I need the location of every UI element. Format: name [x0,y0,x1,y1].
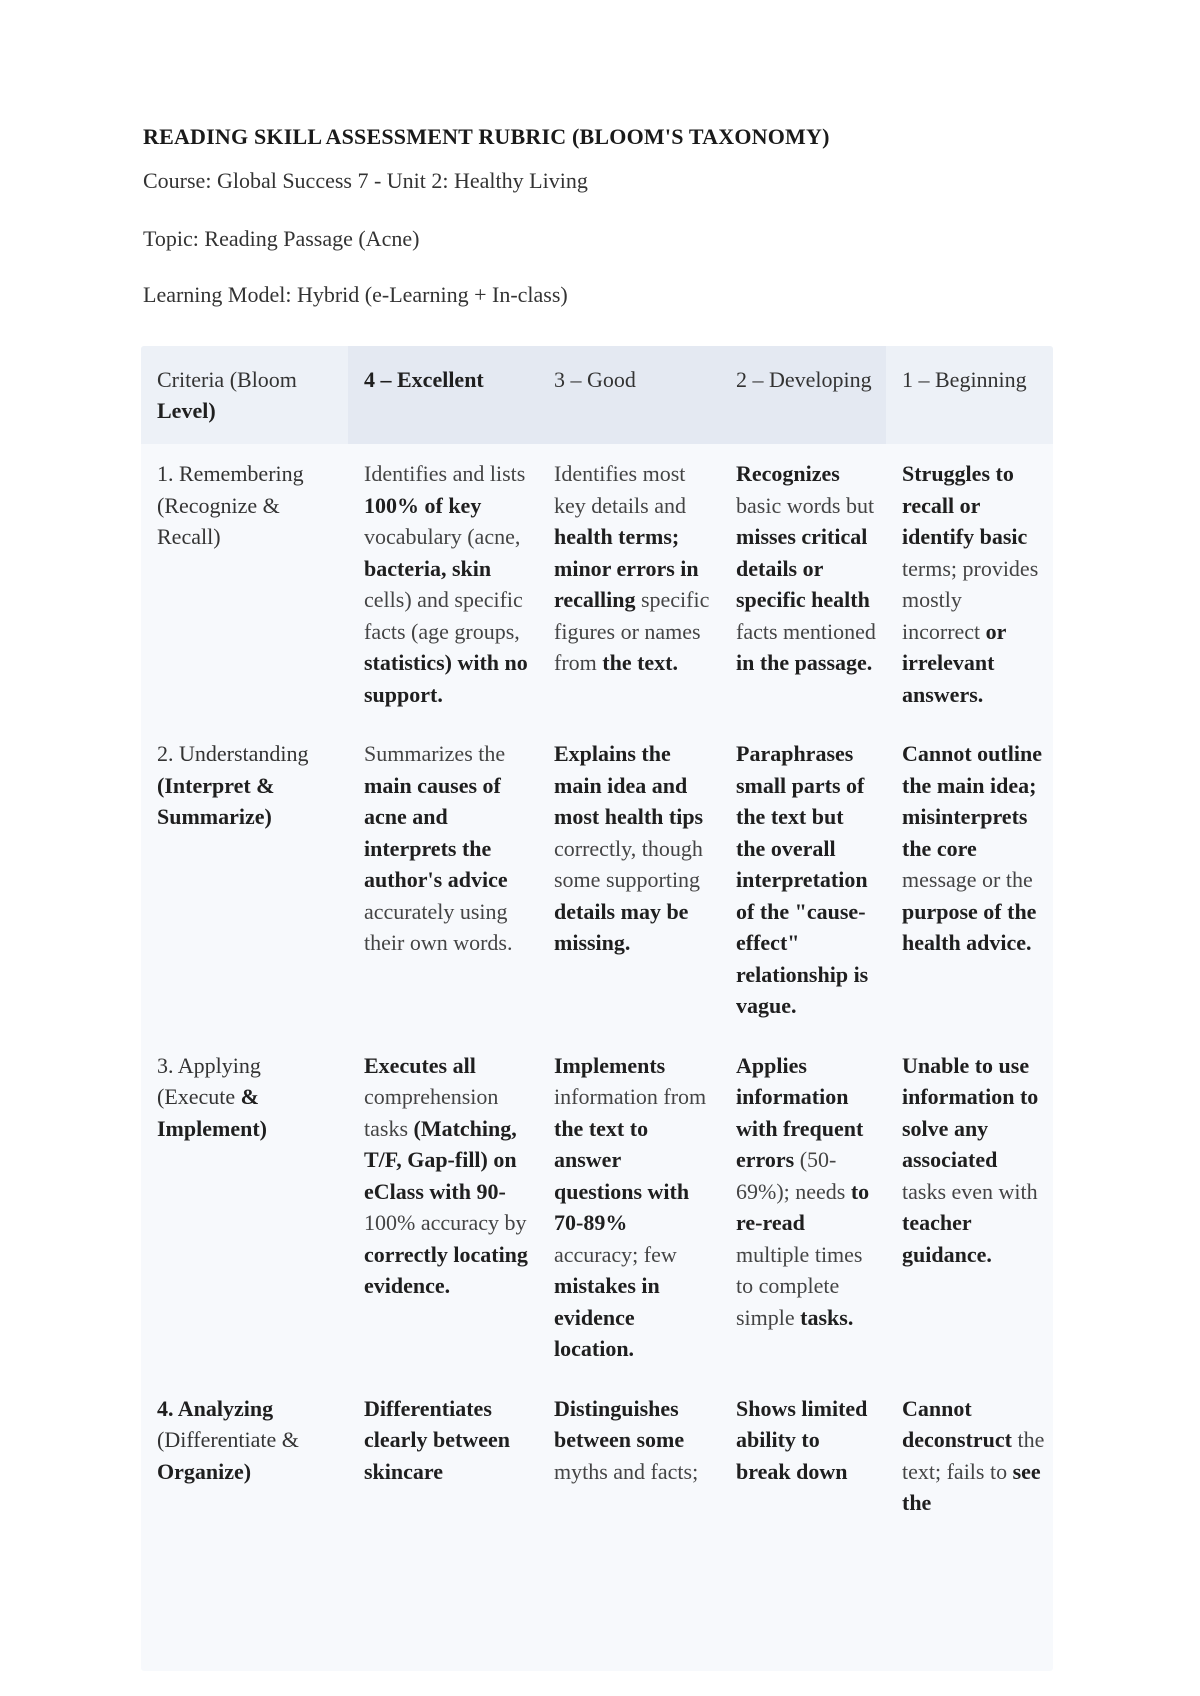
bold-text-run: health terms; minor errors in recalling [554,524,699,612]
bold-text-run: 4. Analyzing [157,1395,274,1421]
text-run: Identifies most key details and [554,461,686,518]
developing-cell [720,444,886,724]
bold-text-run: main causes of acne and interprets the author's advice [364,772,508,892]
excellent-cell [348,1036,538,1379]
bold-text-run: (Interpret & Summarize) [157,772,275,829]
text-run: specific figures or names from [554,587,710,675]
text-run: message or the [902,867,1033,892]
beginning-cell [886,724,1053,1036]
text-run: 100% accuracy by [364,1210,527,1235]
text-run: correctly, though some supporting [554,835,703,892]
criteria-cell [141,1379,348,1533]
rubric-table [141,346,1053,1533]
header-excellent [348,346,538,444]
developing-cell [720,1379,886,1533]
bold-text-run: Shows limited ability to break down [736,1395,868,1484]
bold-text-run: to re-read [736,1178,870,1235]
bold-text-run: Organize) [157,1458,252,1484]
good-cell [538,1036,720,1379]
beginning-cell [886,1379,1053,1533]
header-criteria [141,346,348,444]
text-run: accurately using their own words. [364,898,513,955]
criteria-cell [141,724,348,1036]
header-row [141,346,1053,444]
criteria-cell [141,1036,348,1379]
bold-text-run: tasks. [800,1304,854,1330]
developing-cell [720,1036,886,1379]
bold-text-run: see the [902,1458,1041,1515]
good-cell [538,444,720,724]
bold-text-run: Recognizes [736,461,840,486]
bold-text-run: Paraphrases small parts of the text but the overall interpretation of the "cause-effect" relationship is vague. [736,741,869,1018]
bold-text-run: Unable to use information to solve any associated [902,1052,1039,1172]
text-run: Identifies and lists [364,461,526,486]
bold-text-run: Explains the main idea and most health tips [554,741,704,829]
bold-text-run: Implements [554,1052,666,1078]
developing-cell [720,724,886,1036]
bold-text-run: or irrelevant answers. [902,618,1007,707]
header-developing [720,346,886,444]
good-cell [538,724,720,1036]
table-row [141,1379,1053,1533]
document-title: READING SKILL ASSESSMENT RUBRIC (BLOOM'S TAXONOMY) [143,124,830,149]
bold-text-run: details may be missing. [554,898,689,955]
good-cell [538,1379,720,1533]
text-run: (Differentiate & [157,1427,299,1452]
bold-text-run: the text. [602,650,679,675]
rubric-body [141,444,1053,1533]
bold-text-run: statistics) with no support. [364,650,528,707]
text-run: 3 – Good [554,367,636,392]
text-run: facts mentioned [736,618,876,644]
text-run: terms; provides mostly incorrect [902,555,1039,644]
model-line: Learning Model: Hybrid (e-Learning + In-class) [143,282,568,307]
rubric-header [141,346,1053,444]
text-run: multiple times to complete simple [736,1241,863,1330]
excellent-cell [348,444,538,724]
beginning-cell [886,1036,1053,1379]
table-row [141,1036,1053,1379]
bold-text-run: the text to answer questions with 70-89% [554,1115,690,1235]
bold-text-run: mistakes in evidence location. [554,1273,660,1361]
bold-text-run: Distinguishes between some [554,1395,685,1452]
bold-text-run: Differentiates clearly between skincare [364,1395,510,1484]
bold-text-run: Level) [157,398,216,423]
bold-text-run: (Matching, T/F, Gap-fill) on eClass with 90- [364,1115,517,1204]
text-run: 3. Applying (Execute [157,1052,261,1109]
bold-text-run: correctly locating evidence. [364,1241,528,1298]
text-run: myths and facts; [554,1458,699,1484]
bold-text-run: teacher guidance. [902,1210,992,1267]
text-run: the text; fails to [902,1427,1045,1484]
text-run: Summarizes the [364,741,506,766]
rubric-table-container [141,346,1053,1671]
bold-text-run: purpose of the health advice. [902,898,1037,955]
bold-text-run: Executes all [364,1052,476,1078]
excellent-cell [348,724,538,1036]
text-run: cells) and specific facts (age groups, [364,587,523,644]
text-run: 2 – Developing [736,367,872,392]
text-run: comprehension tasks [364,1084,499,1141]
text-run: 1. Remembering (Recognize & Recall) [157,461,304,549]
text-run: tasks even with [902,1178,1038,1204]
text-run: 2. Understanding [157,741,309,766]
text-run: information from [554,1084,707,1109]
excellent-cell [348,1379,538,1533]
header-beginning [886,346,1053,444]
table-row [141,444,1053,724]
table-row [141,724,1053,1036]
bold-text-run: Applies information with frequent errors [736,1052,864,1172]
bold-text-run: 100% of key [364,492,482,518]
bold-text-run: 4 – Excellent [364,367,484,392]
header-good [538,346,720,444]
criteria-cell [141,444,348,724]
text-run: Criteria (Bloom [157,367,297,392]
text-run: accuracy; few [554,1241,677,1267]
text-run: 1 – Beginning [902,367,1027,392]
text-run: basic words but [736,492,875,518]
course-line: Course: Global Success 7 - Unit 2: Healthy Living [143,168,588,193]
bold-text-run: in the passage. [736,650,873,675]
bold-text-run: & Implement) [157,1084,267,1141]
bold-text-run: Cannot outline the main idea; misinterprets the core [902,741,1042,861]
bold-text-run: Struggles to recall or identify basic [902,461,1028,549]
bold-text-run: misses critical details or specific health [736,524,870,612]
topic-line: Topic: Reading Passage (Acne) [143,226,420,251]
beginning-cell [886,444,1053,724]
bold-text-run: bacteria, skin [364,555,492,581]
text-run: vocabulary (acne, [364,524,521,549]
bold-text-run: Cannot deconstruct [902,1395,1012,1452]
text-run: (50-69%); needs [736,1147,851,1204]
